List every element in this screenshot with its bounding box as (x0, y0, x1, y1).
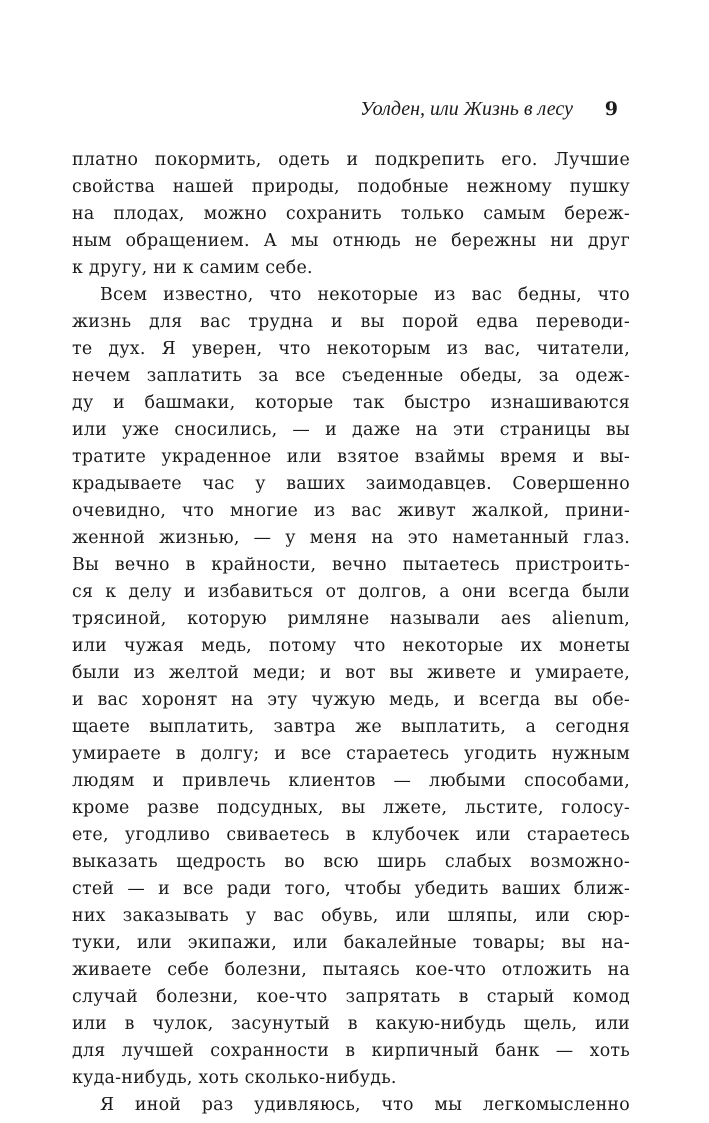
text-line: Вы вечно в крайности, вечно пытаетесь пристроить- (72, 555, 630, 575)
text-line: ным обращением. А мы отнюдь не бережны ни друг (72, 231, 630, 251)
paragraph-start-line: Я иной раз удивляюсь, что мы легкомысленно (100, 1095, 630, 1115)
text-line: стей — и все ради того, чтобы убедить ваших ближ- (72, 879, 630, 899)
text-line: кроме разве подсудных, вы лжете, льстите, голосу- (72, 798, 630, 818)
paragraph-start-line: Всем известно, что некоторые из вас бедны, что (100, 285, 630, 305)
paragraph-end-line: к другу, ни к самим себе. (72, 258, 313, 278)
text-line: женной жизнью, — у меня на это наметанный глаз. (72, 528, 630, 548)
text-line: туки, или экипажи, или бакалейные товары; вы на- (72, 933, 630, 953)
text-line: или в чулок, засунутый в какую-нибудь щель, или (72, 1014, 630, 1034)
body-text (72, 147, 630, 1119)
paragraph-end-line: куда-нибудь, хоть сколько-нибудь. (72, 1068, 397, 1088)
text-line: трясиной, которую римляне называли aes alienum, (72, 609, 630, 629)
text-line: жизнь для вас трудна и вы порой едва переводи- (72, 312, 630, 332)
text-line: щаете выплатить, завтра же выплатить, а сегодня (72, 717, 630, 737)
text-line: были из желтой меди; и вот вы живете и умираете, (72, 663, 630, 683)
page-number: 9 (604, 98, 618, 120)
text-line: те дух. Я уверен, что некоторым из вас, читатели, (72, 339, 630, 359)
text-line: или чужая медь, потому что некоторые их монеты (72, 636, 630, 656)
text-line: или уже сносились, — и даже на эти страницы вы (72, 420, 630, 440)
text-line: нечем заплатить за все съеденные обеды, за одеж- (72, 366, 630, 386)
running-title: Уолден, или Жизнь в лесу (360, 98, 573, 120)
text-line: ете, угодливо свиваетесь в клубочек или стараетесь (72, 825, 630, 845)
text-line: платно покормить, одеть и подкрепить его. Лучшие (72, 150, 630, 170)
text-line: тратите украденное или взятое взаймы время и вы- (72, 447, 630, 467)
text-line: на плодах, можно сохранить только самым береж- (72, 204, 630, 224)
text-line: выказать щедрость во всю ширь слабых возможно- (72, 852, 630, 872)
text-line: свойства нашей природы, подобные нежному пушку (72, 177, 630, 197)
text-line: ду и башмаки, которые так быстро изнашиваются (72, 393, 630, 413)
text-line: ся к делу и избавиться от долгов, а они всегда были (72, 582, 630, 602)
text-line: очевидно, что многие из вас живут жалкой, прини- (72, 501, 630, 521)
text-line: и вас хоронят на эту чужую медь, и всегда вы обе- (72, 690, 630, 710)
text-line: них заказывать у вас обувь, или шляпы, или сюр- (72, 906, 630, 926)
text-line: умираете в долгу; и все стараетесь угодить нужным (72, 744, 630, 764)
text-line: живаете себе болезни, пытаясь кое-что отложить на (72, 960, 630, 980)
text-line: для лучшей сохранности в кирпичный банк — хоть (72, 1041, 630, 1061)
text-line: случай болезни, кое-что запрятать в старый комод (72, 987, 630, 1007)
running-head (72, 96, 630, 122)
text-line: крадываете час у ваших заимодавцев. Совершенно (72, 474, 630, 494)
text-line: людям и привлечь клиентов — любыми способами, (72, 771, 630, 791)
